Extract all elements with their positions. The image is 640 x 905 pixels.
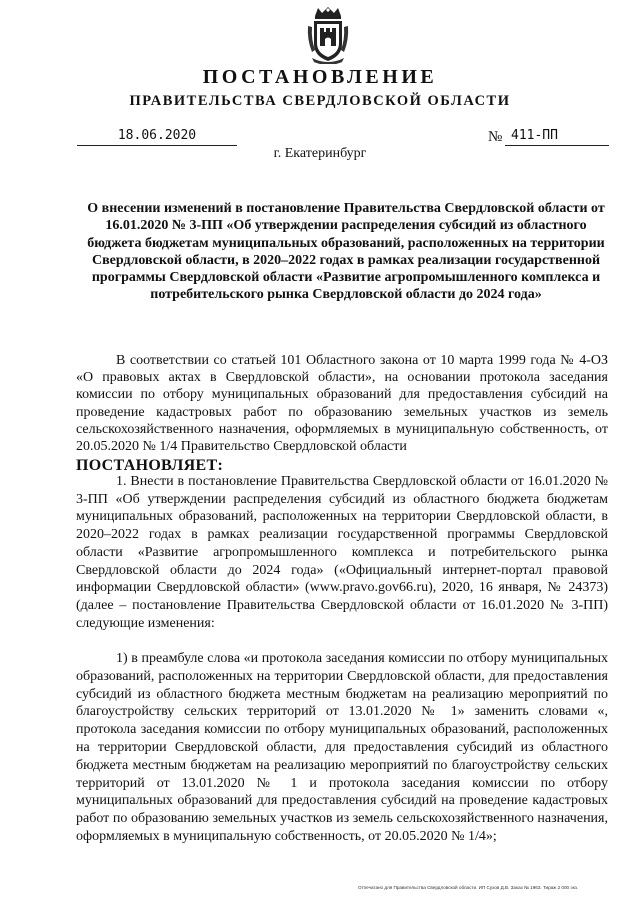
subclause-1-paragraph: 1) в преамбуле слова «и протокола заседания комиссии по отбору муниципальных образований, расположенных на территории Свердловской области, для предоставления субсидий из областного бюджета местным бюджетам на реализацию мероприятий по благоустройству сельских территорий от 13.01.2020 № 1» заменить словами «, протокола заседания комиссии по отбору муниципальных образований, расположенных на территории Свердловской области, для предоставления субсидий из областного бюджета местным бюджетам на реализацию мероприятий по благоустройству сельских территорий от 13.01.2020 № 1 и протокола заседания комиссии по отбору муниципальных образований для предоставления субсидий на проведение кадастровых работ по образованию земельных участков из земель сельскохозяйственного назначения, оформляемых в муниципальную собственность, от 20.05.2020 № 1/4»; xyxy=(76,651,608,844)
preamble-paragraph: В соответствии со статьей 101 Областного закона от 10 марта 1999 года № 4-ОЗ «О правовых актах в Свердловской области», на основании протокола заседания комиссии по отбору муниципальных образований для предоставления субсидий на проведение кадастровых работ по образованию земельных участков из земель сельскохозяйственного назначения, оформляемых в муниципальную собственность, от 20.05.2020 № 1/4 Правительство Свердловской области xyxy=(76,353,608,455)
print-footer: Отпечатано для Правительства Свердловской области. ИП Сухов Д.В. Заказ № 1963. Тираж 2 000 экз. xyxy=(358,885,579,890)
resolve-heading: ПОСТАНОВЛЯЕТ: xyxy=(76,457,224,474)
city: г. Екатеринбург xyxy=(273,146,367,161)
document-number: 411-ПП xyxy=(505,127,609,146)
issuing-authority: ПРАВИТЕЛЬСТВА СВЕРДЛОВСКОЙ ОБЛАСТИ xyxy=(129,93,511,109)
number-sign: № xyxy=(488,129,503,145)
document-title: ПОСТАНОВЛЕНИЕ xyxy=(202,66,438,88)
document-subject: О внесении изменений в постановление Правительства Свердловской области от 16.01.2020 № 3-ПП «Об утверждении распределения субсидий из областного бюджета бюджетам муниципальных образований, расположенных на территории Свердловской области, в 2020–2022 годах в рамках реализации государственной программы Свердловской области «Развитие агропромышленного комплекса и потребительского рынка Свердловской области до 2024 года» xyxy=(87,201,605,303)
document-date: 18.06.2020 xyxy=(77,127,237,146)
clause-1-paragraph: 1. Внести в постановление Правительства Свердловской области от 16.01.2020 № 3-ПП «Об утверждении распределения субсидий из областного бюджета бюджетам муниципальных образований, расположенных на территории Свердловской области, в 2020–2022 годах в рамках реализации государственной программы Свердловской области «Развитие агропромышленного комплекса и потребительского рынка Свердловской области до 2024 года» («Официальный интернет-портал правовой информации Свердловской области» (www.pravo.gov66.ru), 2020, 16 января, № 24373) (далее – постановление Правительства Свердловской области от 16.01.2020 № 3-ПП) следующие изменения: xyxy=(76,474,608,631)
coat-of-arms-icon xyxy=(306,6,350,64)
